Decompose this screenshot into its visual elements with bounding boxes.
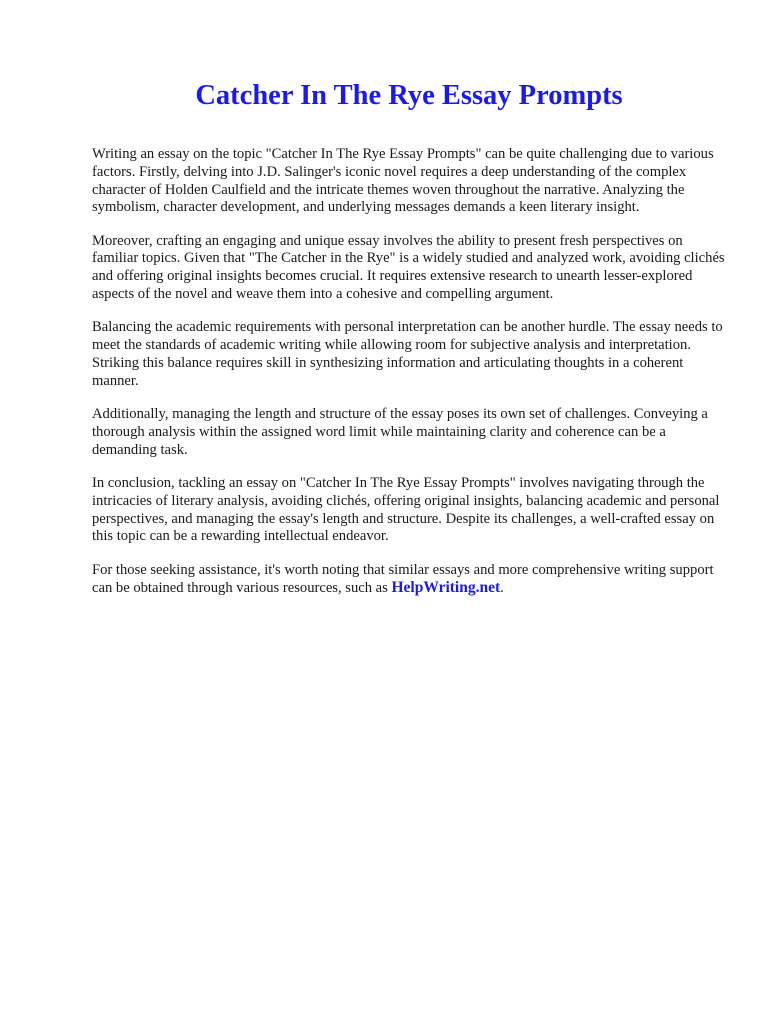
- paragraph-3: Balancing the academic requirements with personal interpretation can be another hurdle. The essay needs to meet the standards of academic writing while allowing room for subjective analysis and interpretation. Striking this balance requires skill in synthesizing information and articulating thoughts in a coherent manner.: [92, 319, 723, 389]
- document-body: [92, 146, 732, 614]
- closing-suffix: .: [500, 580, 504, 597]
- paragraph-1: Writing an essay on the topic "Catcher In The Rye Essay Prompts" can be quite challenging due to various factors. Firstly, delving into J.D. Salinger's iconic novel requires a deep understanding of the complex character of Holden Caulfield and the intricate themes woven throughout the narrative. Analyzing the symbolism, character development, and underlying messages demands a keen literary insight.: [92, 146, 714, 216]
- paragraph-2: Moreover, crafting an engaging and unique essay involves the ability to present fresh perspectives on familiar topics. Given that "The Catcher in the Rye" is a widely studied and analyzed work, avoiding clichés and offering original insights becomes crucial. It requires extensive research to unearth lesser-explored aspects of the novel and weave them into a cohesive and compelling argument.: [92, 232, 725, 303]
- page-title: Catcher In The Rye Essay Prompts: [195, 80, 623, 111]
- paragraph-4: Additionally, managing the length and structure of the essay poses its own set of challenges. Conveying a thorough analysis within the assigned word limit while maintaining clarity and coherence can be a demanding task.: [92, 406, 708, 458]
- paragraph-5: In conclusion, tackling an essay on "Catcher In The Rye Essay Prompts" involves navigating through the intricacies of literary analysis, avoiding clichés, offering original insights, balancing academic and personal perspectives, and managing the essay's length and structure. Despite its challenges, a well-crafted essay on this topic can be a rewarding intellectual endeavor.: [92, 474, 720, 545]
- closing-text: For those seeking assistance, it's worth noting that similar essays and more comprehensive writing support can be obtained through various resources, such as: [92, 561, 714, 597]
- closing-paragraph: [92, 562, 732, 599]
- helpwriting-link[interactable]: HelpWriting.net: [391, 579, 501, 597]
